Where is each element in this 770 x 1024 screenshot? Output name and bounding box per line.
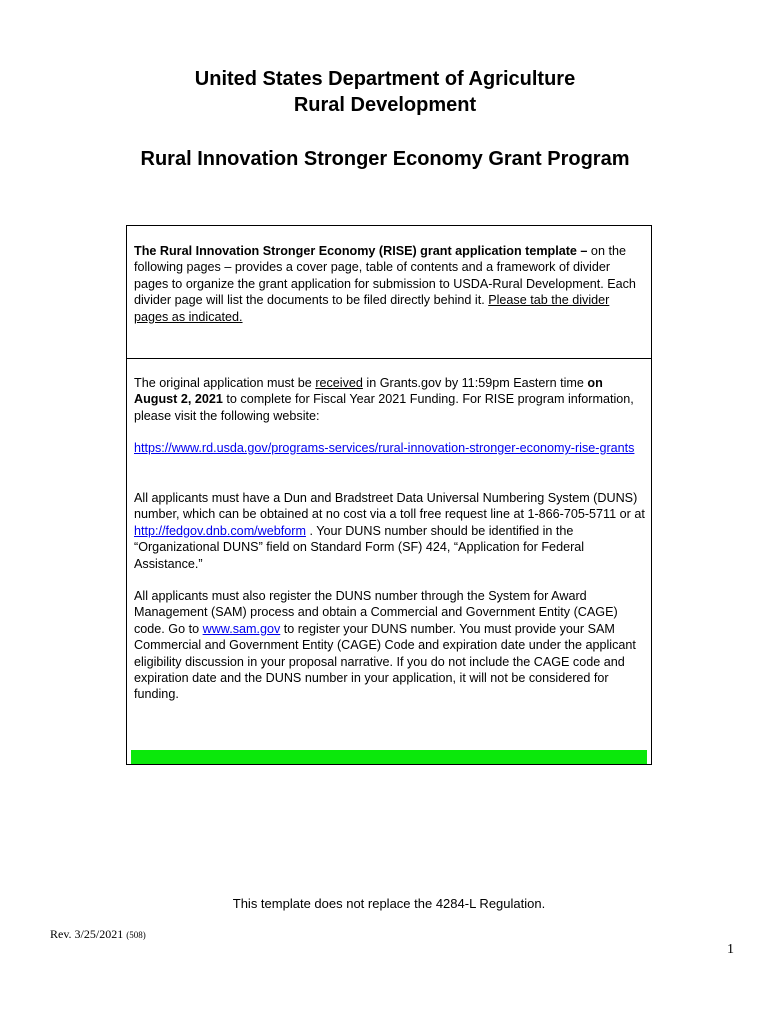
deadline-date: on August 2, 2021 [134, 376, 603, 407]
sam-paragraph [134, 588, 646, 703]
received-text: received [315, 376, 363, 390]
duns-paragraph [134, 490, 646, 572]
duns-text-a: All applicants must have a Dun and Bradstreet Data Universal Numbering System (DUNS) number, which can be obtained at no cost via a toll free request line at 1-866-705-5711 or at [134, 491, 645, 522]
revision-date [50, 927, 146, 942]
agency-title: United States Department of Agriculture [194, 68, 576, 90]
regulation-note: This template does not replace the 4284-L Regulation. [232, 896, 546, 911]
rise-program-link[interactable]: https://www.rd.usda.gov/programs-services/rural-innovation-stronger-economy-rise-grants [134, 441, 635, 455]
duns-text-b: . Your DUNS number should be identified in the “Organizational DUNS” field on Standard Form (SF) 424, “Application for Federal Assistance.” [134, 523, 585, 571]
green-highlight-bar [131, 750, 647, 764]
instructions-box [126, 225, 652, 765]
revision-text: Rev. 3/25/2021 [50, 927, 124, 941]
deadline-text-a: The original application must be [134, 376, 316, 390]
intro-paragraph [134, 243, 646, 325]
sam-gov-link[interactable]: www.sam.gov [202, 621, 281, 636]
deadline-text-c: to complete for Fiscal Year 2021 Funding. For RISE program information, please visit the following website: [134, 392, 634, 423]
document-header [0, 66, 770, 118]
page-number: 1 [727, 942, 734, 957]
revision-code: (508) [126, 930, 146, 940]
program-title: Rural Innovation Stronger Economy Grant Program [140, 148, 630, 170]
intro-section [127, 226, 651, 359]
intro-tab-note: Please tab the divider pages as indicated. [134, 293, 610, 324]
dnb-webform-link[interactable]: http://fedgov.dnb.com/webform [134, 523, 306, 538]
deadline-text-b: in Grants.gov by 11:59pm Eastern time [362, 376, 588, 390]
deadline-paragraph [134, 375, 646, 424]
intro-bold-lead: The Rural Innovation Stronger Economy (RISE) grant application template – [134, 244, 588, 258]
agency-subtitle: Rural Development [293, 94, 477, 116]
sam-text-b: to register your DUNS number. You must provide your SAM Commercial and Government Entity (CAGE) Code and expiration date under the applicant eligibility discussion in your proposal narrative. If you do not include the CAGE code and expiration date and the DUNS number in your application, it will not be considered for funding. [134, 621, 636, 702]
sam-text-a: All applicants must also register the DUNS number through the System for Award Management (SAM) process and obtain a Commercial and Government Entity (CAGE) code. Go to [134, 589, 618, 636]
intro-body: on the following pages – provides a cover page, table of contents and a framework of divider pages to organize the grant application for submission to USDA-Rural Development. Each divider page will list the documents to be filed directly behind it. [134, 244, 636, 308]
program-link-paragraph [134, 440, 646, 456]
